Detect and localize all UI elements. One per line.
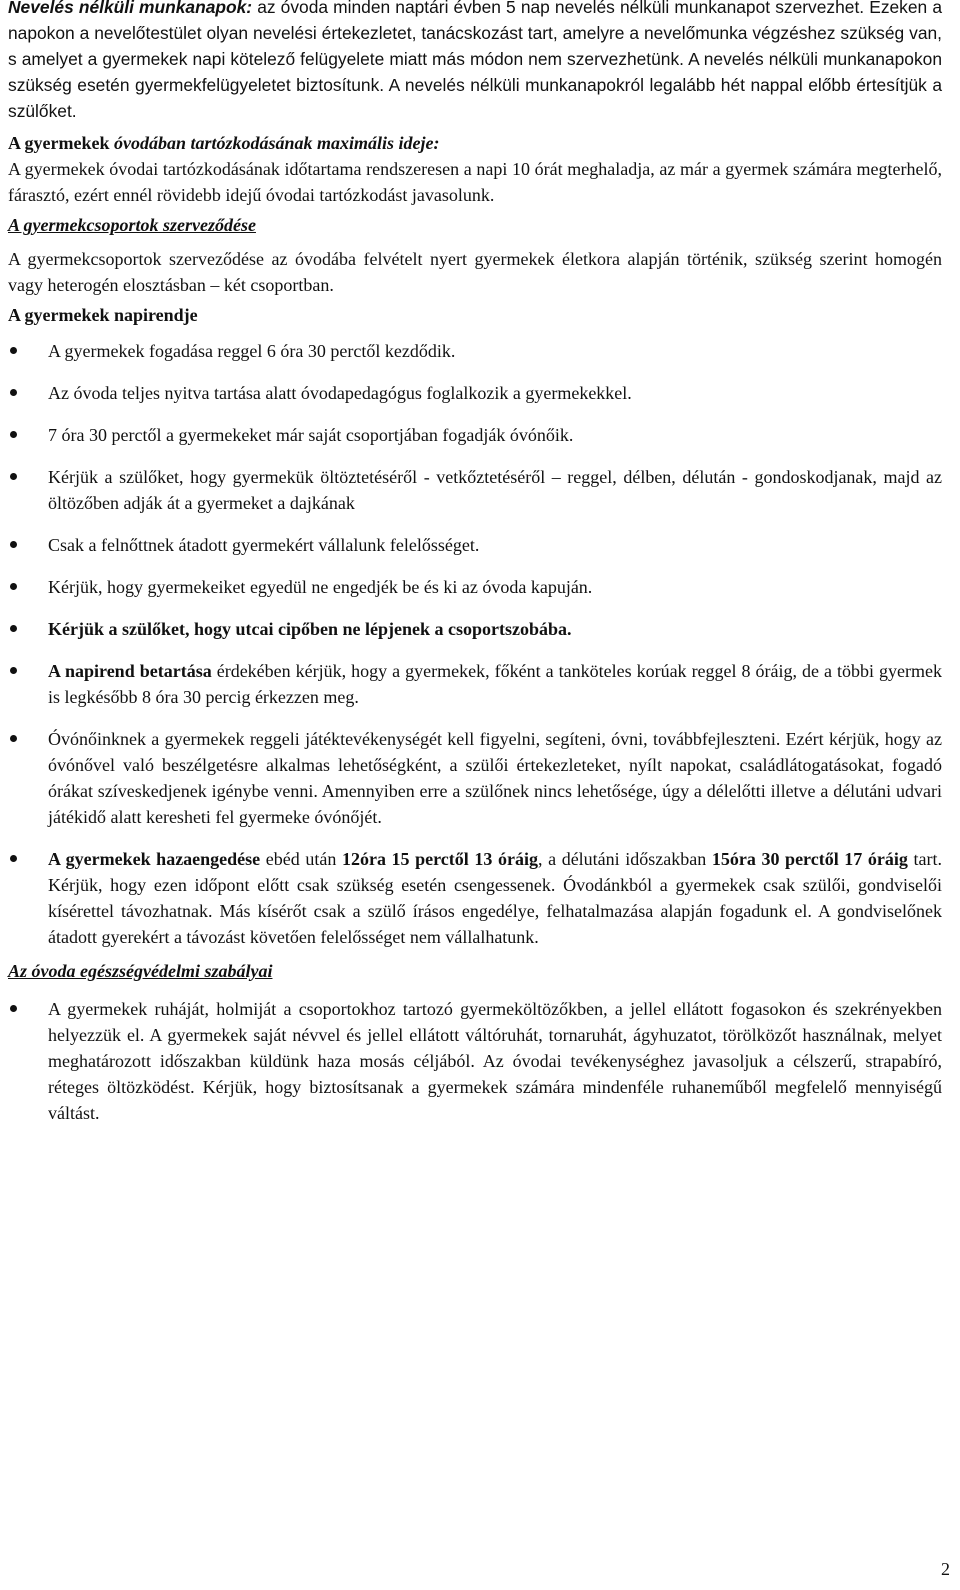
bullet-icon (10, 473, 17, 480)
item-text: A gyermekek ruháját, holmiját a csoportokhoz tartozó gyermeköltözőkben, a jellel ellátott fogasokon és szekrényekben helyezzük el. A gyermekek saját névvel és jellel ellátott váltóruhát, tornaruhát, ágyhuzatot, törölközőt használnak, melyet meghatározott időszakban küldünk haza mosás céljából. Az óvodai tevékenységhez javasoljuk a célszerű, strapabíró, réteges öltözködést. Kérjük, hogy biztosítsanak a gyermekek számára mindenféle ruhaneműből megfelelő mennyiségű váltást. (48, 999, 942, 1123)
section-title-egeszsegvedelem: Az óvoda egészségvédelmi szabályai (8, 961, 273, 981)
item-text: Óvónőinknek a gyermekek reggeli játéktevékenységét kell figyelni, segíteni, óvni, továbbfejleszteni. Ezért kérjük, hogy az óvónővel való beszélgetésre alkalmas lehetőségként, a szülői értekezleteket, nyílt napokat, családlátogatásokat, fogadó órákat szíveskedjenek igénybe venni. Amennyiben erre a szülőnek nincs lehetősége, úgy a délelőtti illetve a délutáni udvari játékidő alatt keresheti fel gyermeke óvónőjét. (48, 729, 942, 827)
item-text-bold: 15óra 30 perctől 17 óráig (711, 849, 908, 869)
list-item (8, 464, 942, 516)
item-text: Az óvoda teljes nyitva tartása alatt óvodapedagógus foglalkozik a gyermekekkel. (48, 383, 632, 403)
item-text-bold: 12óra 15 perctől 13 óráig (341, 849, 538, 869)
item-text: tart. Kérjük, hogy ezen időpont előtt csak szükség esetén csengessenek. Óvodánkból a gyermekek csak szülői, gondviselői kísérettel távozhatnak. Más kísérőt csak a szülő írásos engedélye, felhatalmazása alapján fogadunk el. A gondviselőnek átadott gyerekért a távozást követően felelősséget nem vállalhatunk. (48, 849, 942, 947)
section-title-neveles: Nevelés nélküli munkanapok: (8, 0, 253, 17)
section-text-csoportok: A gyermekcsoportok szerveződése az óvodába felvételt nyert gyermekek életkora alapján történik, szükség szerint homogén vagy heterogén elosztásban – két csoportban. (8, 249, 942, 295)
item-text: 7 óra 30 perctől a gyermekeket már saját csoportjában fogadják óvónőik. (48, 425, 574, 445)
item-text-bold: A napirend betartása (48, 661, 212, 681)
section-text-neveles: az óvoda minden naptári évben 5 nap nevelés nélküli munkanapot szervezhet. Ezeken a napokon a nevelőtestület olyan nevelési értekezletet, tanácskozást tart, amelyre a nevelőmunka végzéshez szükség van, s amelyet a gyermekek napi kötelező felügyelete miatt más módon nem szervezhetünk. A nevelés nélküli munkanapokon szükség esetén gyermekfelügyeletet biztosítunk. A nevelés nélküli munkanapokról legalább hét nappal előbb értesítjük a szülőket. (8, 0, 942, 121)
bullet-icon (10, 541, 17, 548)
list-item (8, 338, 942, 364)
item-text: Kérjük a szülőket, hogy utcai cipőben ne lépjenek a csoportszobába. (48, 619, 572, 639)
item-text: , a délutáni időszakban (538, 849, 712, 869)
item-text: ebéd után (260, 849, 342, 869)
list-item (8, 532, 942, 558)
bullet-icon (10, 389, 17, 396)
list-item (8, 846, 942, 950)
page-number: 2 (941, 1559, 950, 1579)
bullet-icon (10, 583, 17, 590)
bullet-icon (10, 667, 17, 674)
list-item (8, 616, 942, 642)
document-page (8, 0, 942, 1126)
section-title-tartozkodas (8, 130, 942, 156)
bullet-icon (10, 735, 17, 742)
title-italic: óvodában tartózkodásának maximális ideje: (113, 133, 440, 153)
bullet-icon (10, 347, 17, 354)
list-item (8, 380, 942, 406)
list-item (8, 574, 942, 600)
section-text-tartozkodas: A gyermekek óvodai tartózkodásának időtartama rendszeresen a napi 10 órát meghaladja, az már a gyermek számára megterhelő, fárasztó, ezért ennél rövidebb idejű óvodai tartózkodást javasolunk. (8, 159, 942, 205)
item-text: érdekében kérjük, hogy a gyermekek, főként a tanköteles korúak reggel 8 óráig, de a többi gyermek is legkésőbb 8 óra 30 percig érkezzen meg. (48, 661, 943, 707)
bullet-icon (10, 1005, 17, 1012)
bullet-icon (10, 855, 17, 862)
item-text: A gyermekek fogadása reggel 6 óra 30 perctől kezdődik. (48, 341, 456, 361)
title-plain: A gyermekek (8, 133, 114, 153)
napirend-list (8, 338, 942, 950)
section-title-csoportok: A gyermekcsoportok szerveződése (8, 215, 256, 235)
list-item (8, 726, 942, 830)
item-text: Csak a felnőttnek átadott gyermekért vállalunk felelősséget. (48, 535, 480, 555)
item-text: Kérjük, hogy gyermekeiket egyedül ne engedjék be és ki az óvoda kapuján. (48, 577, 593, 597)
egeszsegvedelem-list (8, 996, 942, 1126)
list-item (8, 996, 942, 1126)
section-title-napirend: A gyermekek napirendje (8, 305, 198, 325)
item-text: Kérjük a szülőket, hogy gyermekük öltöztetéséről - vetkőztetéséről – reggel, délben, délután - gondoskodjanak, majd az öltözőben adják át a gyermeket a dajkának (48, 467, 942, 513)
bullet-icon (10, 625, 17, 632)
item-text-bold: A gyermekek hazaengedése (48, 849, 261, 869)
list-item (8, 658, 942, 710)
list-item (8, 422, 942, 448)
bullet-icon (10, 431, 17, 438)
section-nevelesnelkuli (8, 0, 942, 124)
